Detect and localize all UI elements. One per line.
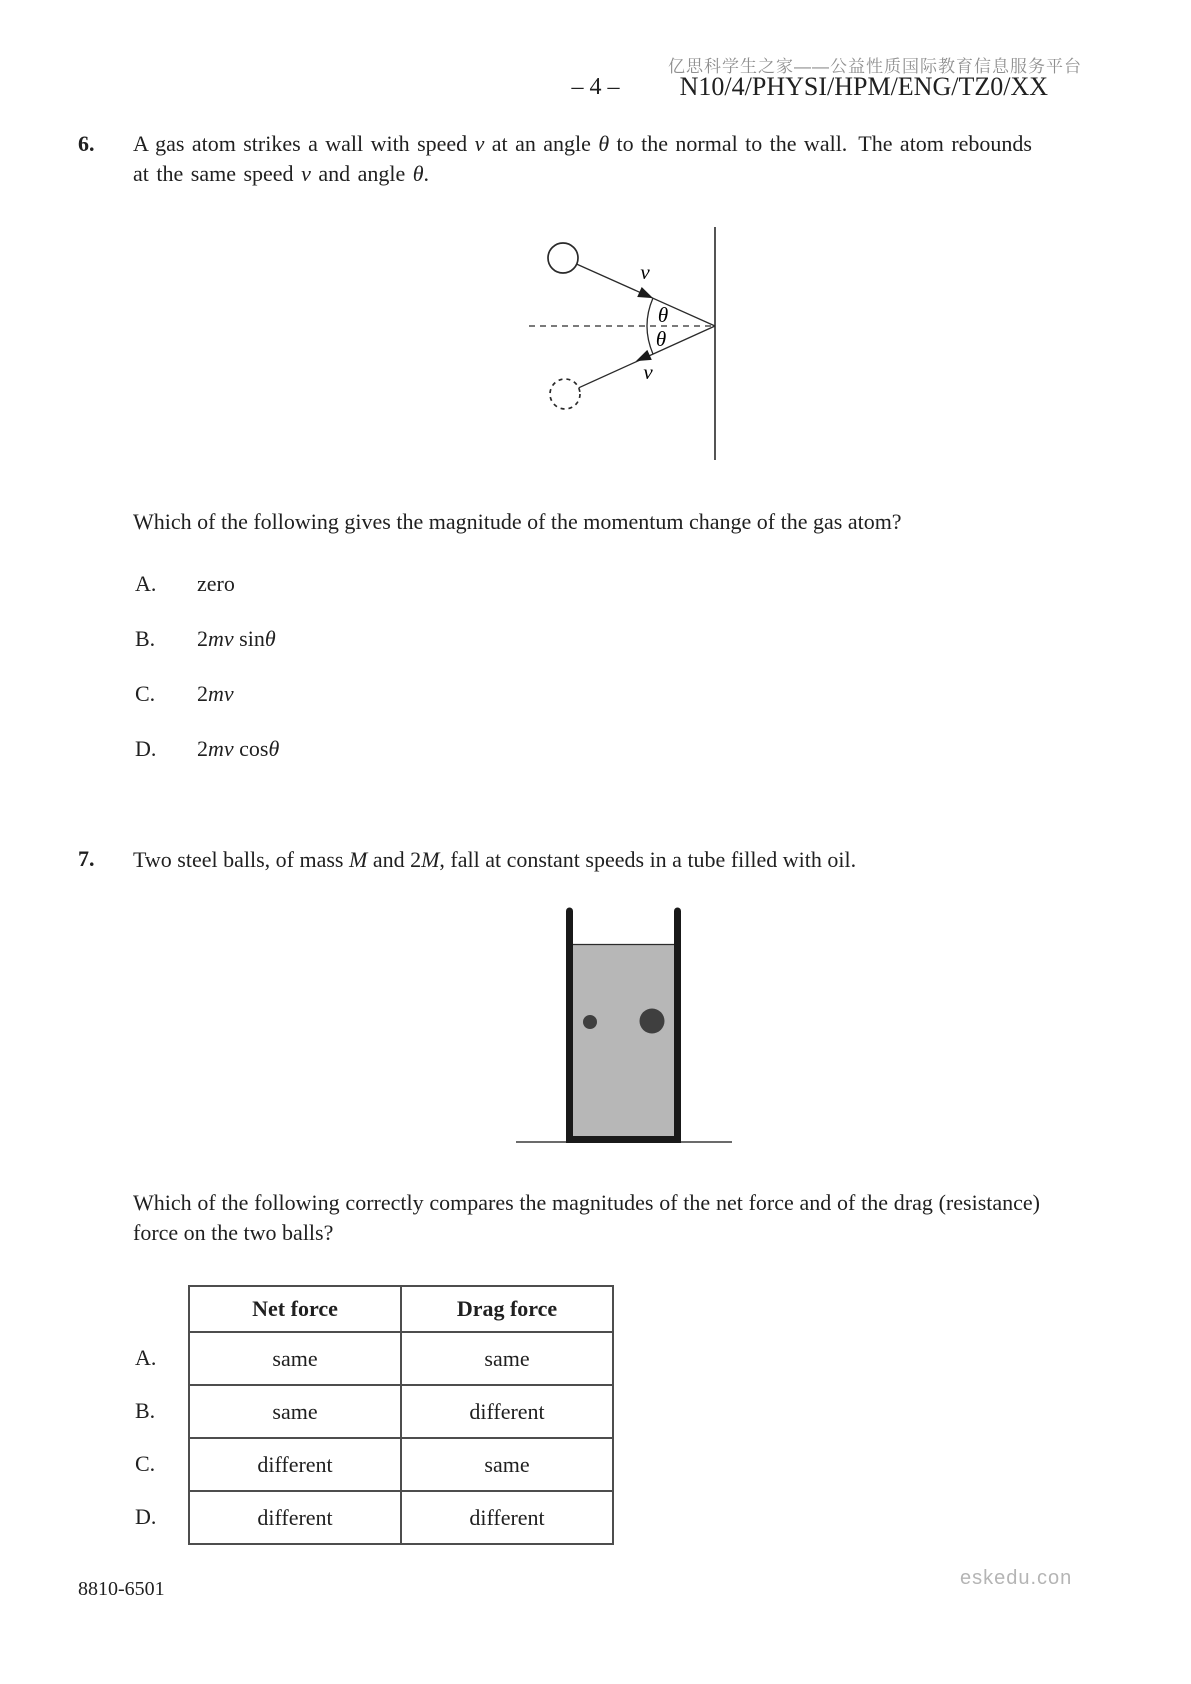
table-row [189, 1491, 613, 1544]
stem-segment: and 2 [367, 847, 422, 872]
q6-option-c [135, 679, 234, 709]
table-row-letter-b: B. [135, 1398, 156, 1423]
q7-question [133, 1188, 1040, 1248]
theta-symbol: θ [598, 131, 610, 156]
net-force-cell: same [189, 1385, 401, 1438]
coefficient: 2 [197, 681, 208, 706]
q6-question: Which of the following gives the magnitude of the momentum change of the gas atom? [133, 509, 902, 534]
drag-force-cell: same [401, 1332, 613, 1385]
table-row [189, 1385, 613, 1438]
drag-force-cell: same [401, 1438, 613, 1491]
q7-oil-tube-diagram [490, 895, 750, 1160]
stem-segment: at the same speed [133, 161, 302, 186]
net-force-cell: same [189, 1332, 401, 1385]
table-row [189, 1438, 613, 1491]
oil-fill [573, 944, 674, 1136]
speed-symbol: v [301, 161, 311, 186]
stem-segment: , fall at constant speeds in a tube filled with oil. [439, 847, 857, 872]
mv-symbol: mv [208, 681, 234, 706]
q7-question-line2: force on the two balls? [133, 1220, 334, 1245]
v-label-in: v [640, 260, 650, 284]
footer-document-code: 8810-6501 [78, 1578, 165, 1600]
mass-symbol: M [348, 847, 368, 872]
large-ball [640, 1009, 665, 1034]
option-value [197, 736, 279, 761]
incoming-arrowhead-icon [637, 287, 653, 298]
q6-option-d [135, 734, 279, 764]
q6-number: 6. [78, 131, 95, 156]
atom-circle-before [548, 243, 578, 273]
option-value: zero [197, 571, 235, 596]
theta-label-lower: θ [655, 327, 667, 351]
table-header-row [189, 1286, 613, 1332]
mass-symbol: M [421, 847, 440, 872]
coefficient: 2 [197, 626, 208, 651]
mv-symbol: mv [208, 736, 234, 761]
trig-function: sin [233, 626, 265, 651]
atom-circle-after [550, 379, 580, 409]
q7-number: 7. [78, 846, 95, 871]
watermark: eskedu.con [960, 1567, 1073, 1589]
column-header-net-force: Net force [189, 1286, 401, 1332]
speed-symbol: v [474, 131, 485, 156]
exam-code: N10/4/PHYSI/HPM/ENG/TZ0/XX [679, 72, 1048, 101]
drag-force-cell: different [401, 1491, 613, 1544]
table-row-letter-a: A. [135, 1345, 157, 1370]
option-letter: B. [135, 626, 156, 651]
q6-rebound-diagram [420, 200, 780, 470]
net-force-cell: different [189, 1491, 401, 1544]
q7-question-line1: Which of the following correctly compares the magnitudes of the net force and of the drag (resistance) [133, 1190, 1040, 1215]
option-letter: C. [135, 681, 156, 706]
header-service-note: 亿思科学生之家——公益性质国际教育信息服务平台 [668, 57, 1082, 76]
option-value [197, 681, 234, 706]
q6-stem-line1 [133, 129, 1032, 159]
stem-segment: A gas atom strikes a wall with speed [133, 131, 475, 156]
table-row [189, 1332, 613, 1385]
page-number: – 4 – [571, 74, 620, 100]
drag-force-cell: different [401, 1385, 613, 1438]
option-letter: D. [135, 736, 157, 761]
theta-label-upper: θ [657, 303, 669, 327]
q6-stem [133, 129, 1032, 189]
table-row-letter-d: D. [135, 1504, 157, 1529]
net-force-cell: different [189, 1438, 401, 1491]
stem-segment: at an angle [484, 131, 599, 156]
theta-symbol: θ [412, 161, 424, 186]
q7-stem [133, 845, 856, 875]
stem-segment: . [423, 161, 430, 186]
stem-segment: and angle [310, 161, 413, 186]
option-value [197, 626, 276, 651]
theta-symbol: θ [268, 736, 280, 761]
stem-segment: to the normal to the wall. The atom rebounds [609, 131, 1032, 156]
column-header-drag-force: Drag force [401, 1286, 613, 1332]
small-ball [583, 1015, 597, 1029]
theta-symbol: θ [264, 626, 276, 651]
q6-option-a [135, 569, 235, 599]
option-letter: A. [135, 571, 157, 596]
q6-option-b [135, 624, 276, 654]
v-label-out: v [643, 360, 653, 384]
trig-function: cos [233, 736, 269, 761]
table-row-letter-c: C. [135, 1451, 156, 1476]
stem-segment: Two steel balls, of mass [133, 847, 349, 872]
comparison-table [188, 1285, 614, 1545]
coefficient: 2 [197, 736, 208, 761]
q6-stem-line2 [133, 159, 1032, 189]
mv-symbol: mv [208, 626, 234, 651]
